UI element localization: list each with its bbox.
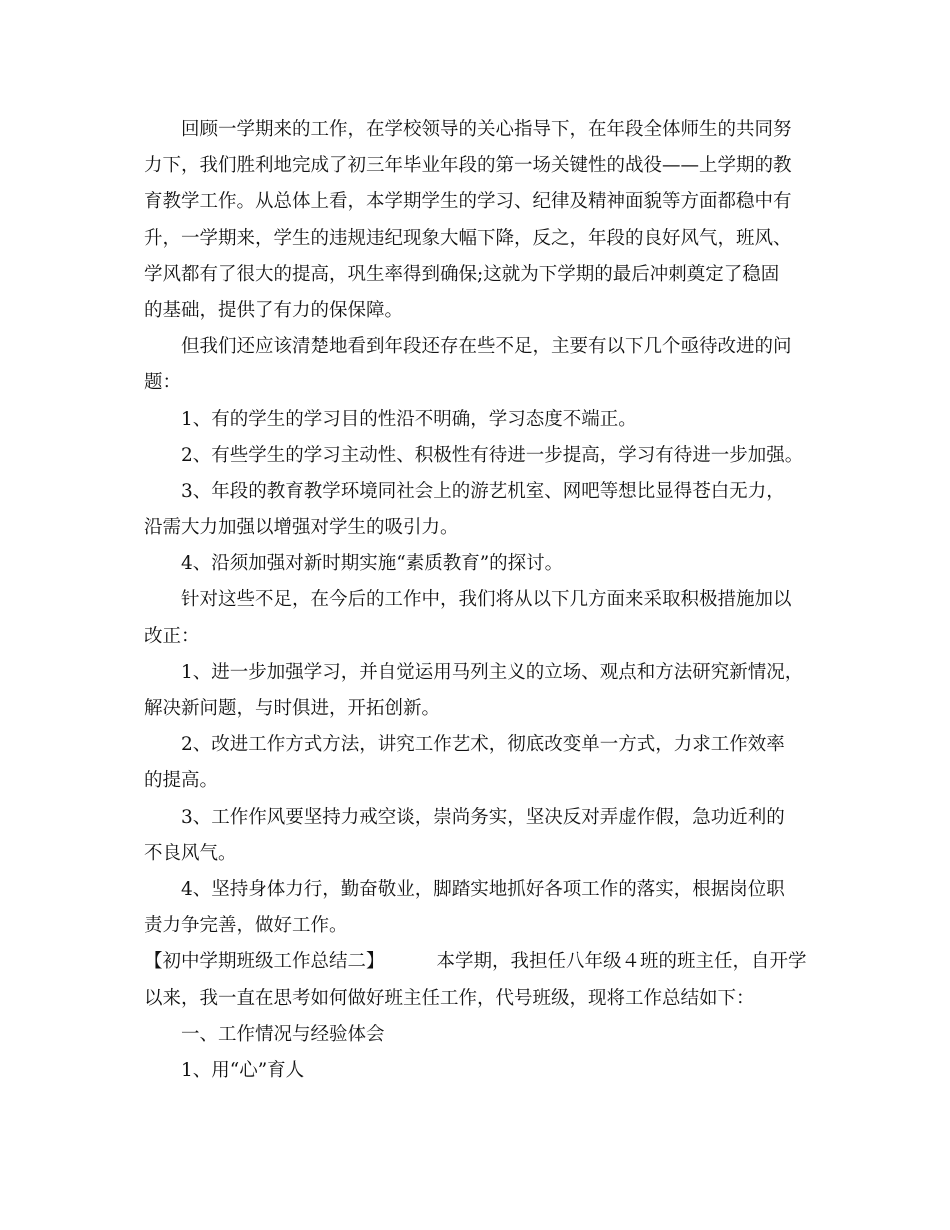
list-item-continuation: 的提高。 [144,770,219,792]
paragraph-line: 学风都有了很大的提高，巩生率得到确保;这就为下学期的最后冲刺奠定了稳固 [144,263,780,285]
paragraph-line: 以来，我一直在思考如何做好班主任工作，代号班级，现将工作总结如下： [144,987,755,1009]
list-item: 3、工作作风要坚持力戒空谈，崇尚务实，坚决反对弄虚作假，急功近利的 [181,806,785,828]
paragraph-line: 针对这些不足，在今后的工作中，我们将从以下几方面来采取积极措施加以 [181,589,792,611]
section-intro: 本学期，我担任八年级４班的班主任，自开学 [436,951,807,973]
paragraph-line: 力下，我们胜利地完成了初三年毕业年段的第一场关键性的战役——上学期的教 [144,155,792,177]
list-item: 3、年段的教育教学环境同社会上的游艺机室、网吧等想比显得苍白无力， [181,480,785,502]
list-item: 2、改进工作方式方法，讲究工作艺术，彻底改变单一方式，力求工作效率 [181,734,785,756]
list-item: 1、进一步加强学习，并自觉运用马列主义的立场、观点和方法研究新情况， [181,661,804,683]
list-item: 1、有的学生的学习目的性沿不明确，学习态度不端正。 [181,408,637,430]
list-item: 4、沿须加强对新时期实施“素质教育”的探讨。 [181,553,564,575]
list-item-continuation: 解决新问题，与时俱进，开拓创新。 [144,698,441,719]
paragraph-line: 育教学工作。从总体上看，本学期学生的学习、纪律及精神面貌等方面都稳中有 [144,191,792,213]
document-page [144,112,808,1089]
list-item: 2、有些学生的学习主动性、积极性有待进一步提高，学习有待进一步加强。 [181,444,804,466]
section-heading-line [144,944,808,980]
paragraph-line: 改正： [144,625,200,647]
list-item-continuation: 沿需大力加强以增强对学生的吸引力。 [144,517,459,539]
list-item-continuation: 不良风气。 [144,842,237,864]
section-heading: 【初中学期班级工作总结二】 [144,951,385,973]
list-item-continuation: 责力争完善，做好工作。 [144,915,348,937]
paragraph-line: 升，一学期来，学生的违规违纪现象大幅下降，反之，年段的良好风气，班风、 [144,227,792,249]
paragraph-line: 但我们还应该清楚地看到年段还存在些不足，主要有以下几个亟待改进的问 [181,336,792,358]
list-item: 4、坚持身体力行，勤奋敬业，脚踏实地抓好各项工作的落实，根据岗位职 [181,878,785,900]
paragraph-line: 的基础，提供了有力的保保障。 [144,299,404,321]
subheading: 1、用“心”育人 [181,1059,305,1081]
subheading: 一、工作情况与经验体会 [181,1023,385,1045]
paragraph-line: 回顾一学期来的工作，在学校领导的关心指导下，在年段全体师生的共同努 [181,119,792,140]
paragraph-line: 题： [144,372,182,394]
